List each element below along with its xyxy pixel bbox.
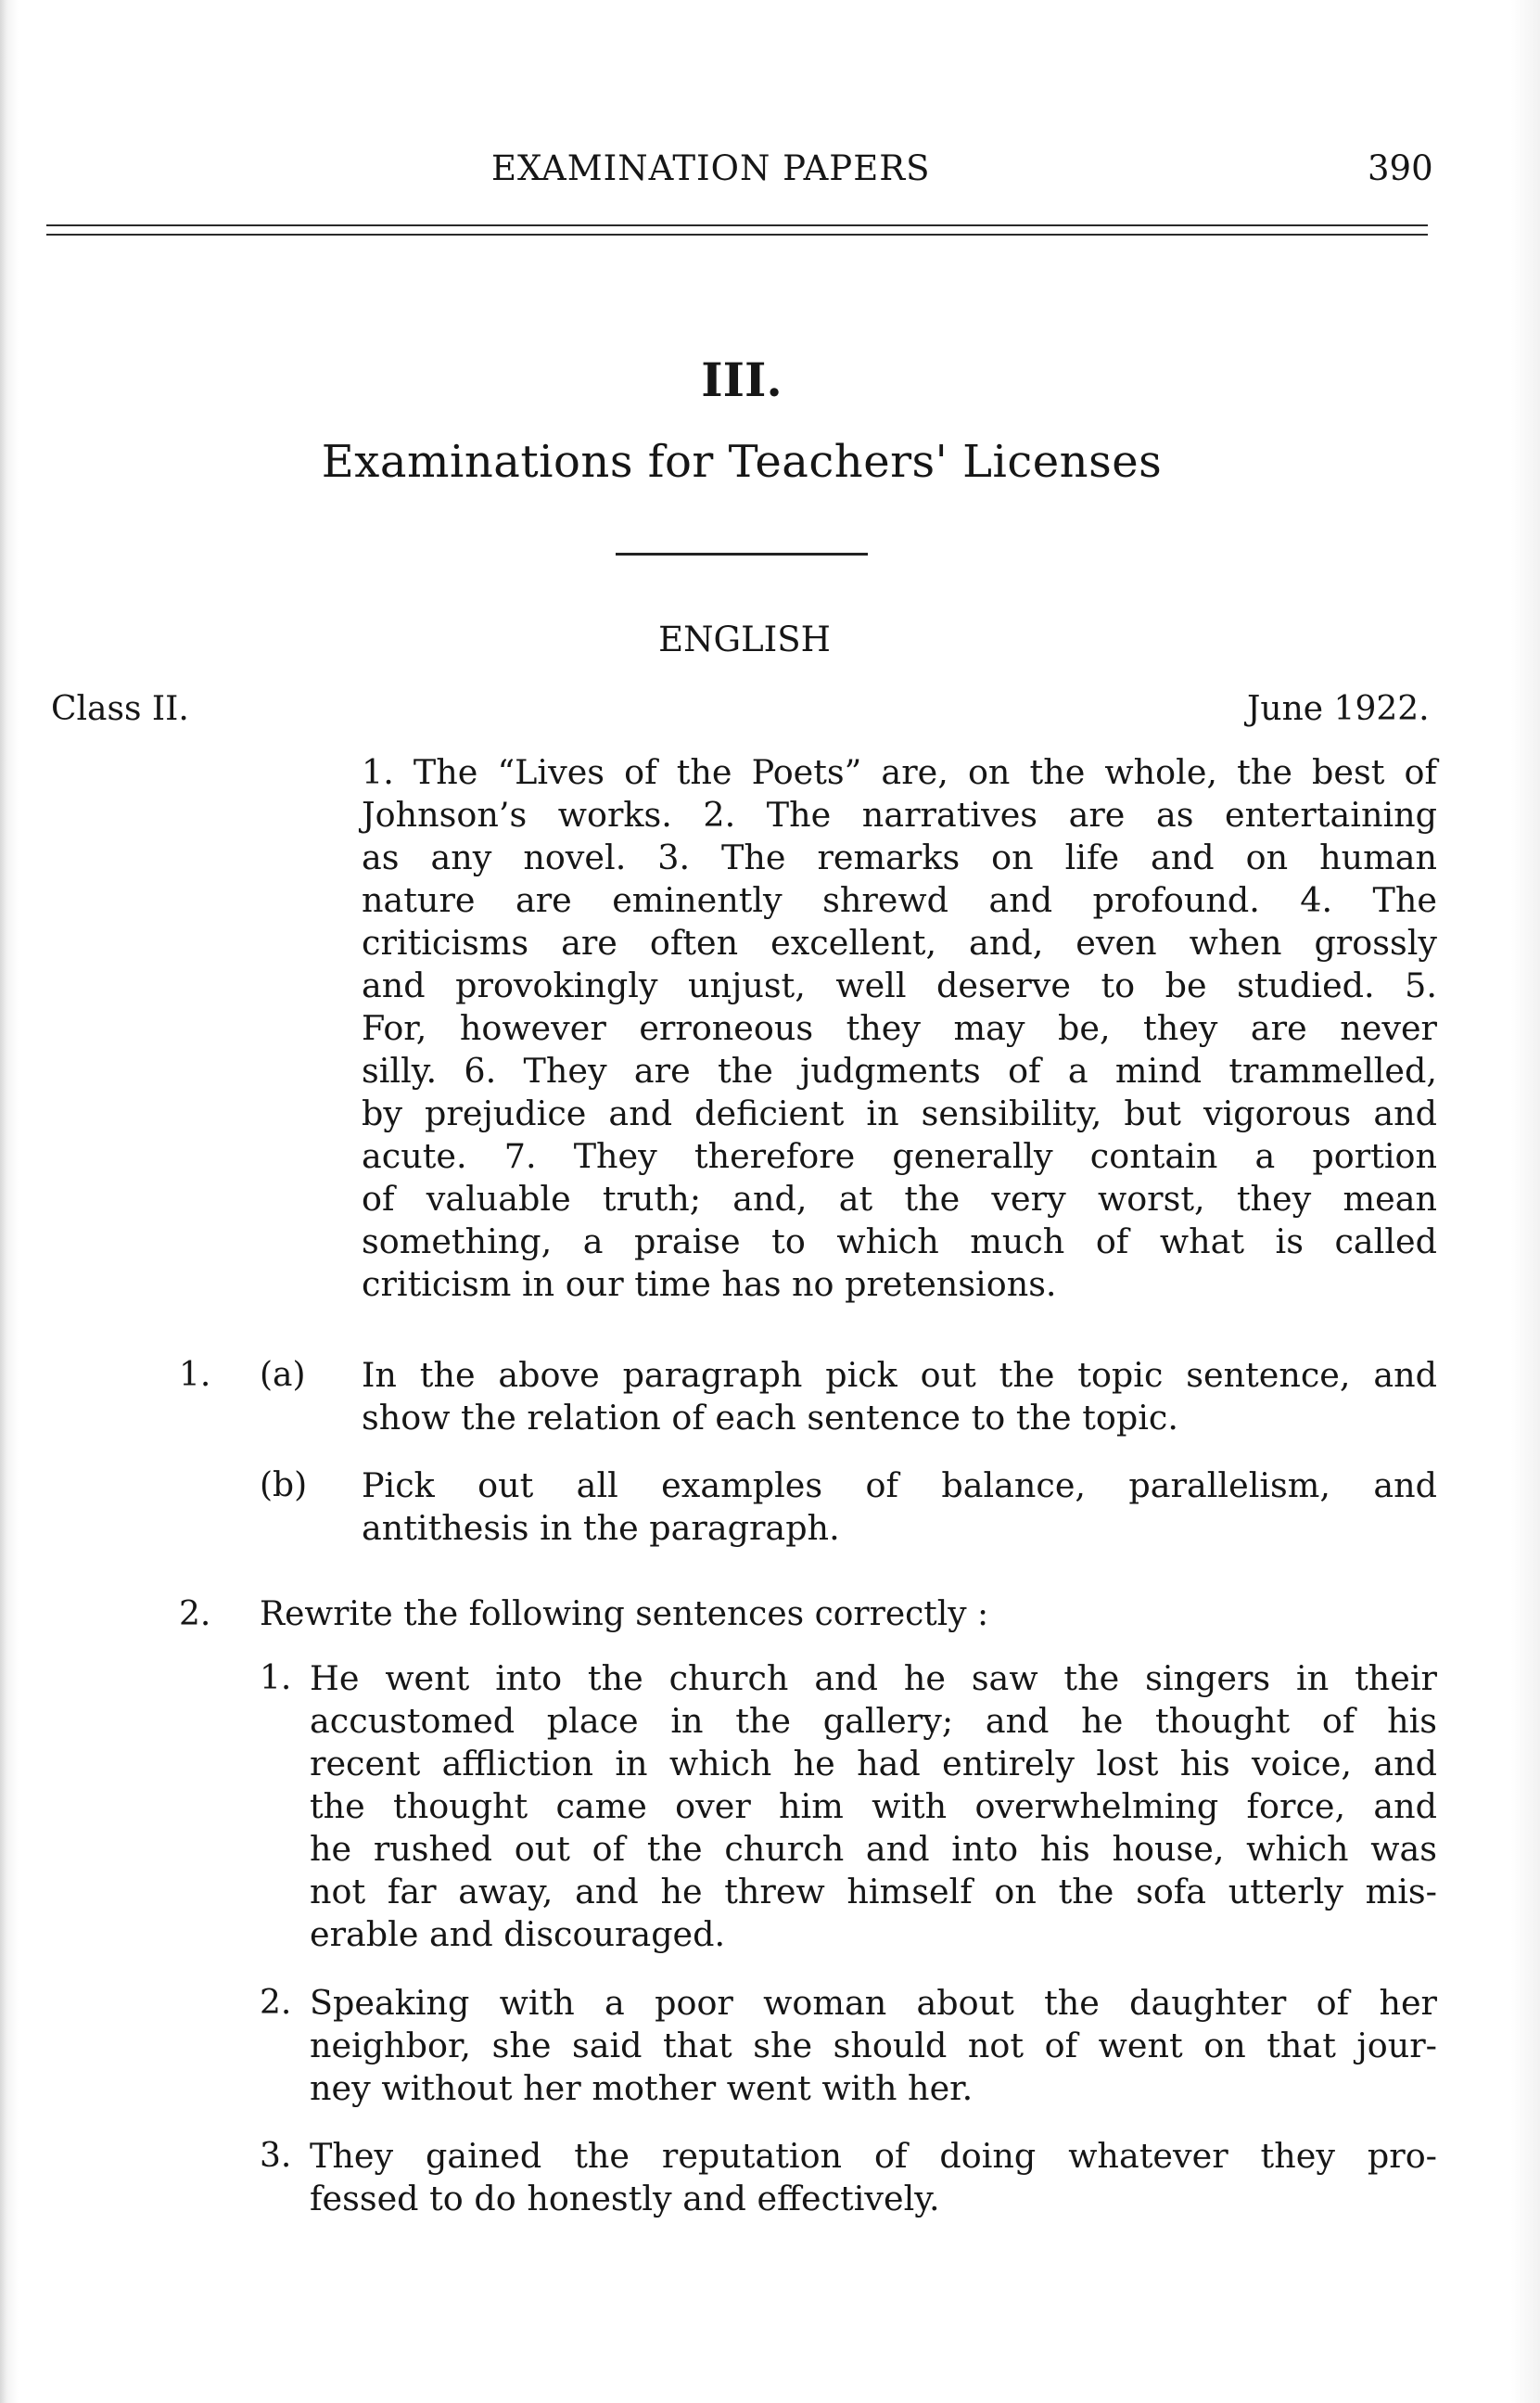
question-1-number: 1. <box>179 1356 211 1394</box>
passage-line: and provokingly unjust, well deserve to be studied. 5. <box>362 965 1437 1005</box>
question-line: not far away, and he threw himself on the sofa utterly mis- <box>310 1872 1437 1911</box>
passage-line: something, a praise to which much of what is called <box>362 1221 1437 1261</box>
question-2-instruction: Rewrite the following sentences correctly : <box>260 1595 989 1633</box>
question-line: accustomed place in the gallery; and he thought of his <box>310 1701 1437 1741</box>
question-2-number: 2. <box>179 1595 211 1633</box>
question-line: They gained the reputation of doing whatever they pro- <box>310 2136 1437 2176</box>
question-line: neighbor, she said that she should not of went on that jour- <box>310 2026 1437 2065</box>
question-line: the thought came over him with overwhelming force, and <box>310 1786 1437 1826</box>
question-line: He went into the church and he saw the singers in their <box>310 1658 1437 1698</box>
question-1b-text <box>362 1464 1437 1550</box>
sentence-2-text <box>310 1982 1437 2110</box>
class-label: Class II. <box>51 690 189 728</box>
question-1a-text <box>362 1354 1437 1439</box>
question-1a-label: (a) <box>260 1356 306 1394</box>
page-number: 390 <box>1368 148 1433 188</box>
question-line: recent affliction in which he had entirely lost his voice, and <box>310 1744 1437 1783</box>
passage-line: of valuable truth; and, at the very worst, they mean <box>362 1179 1437 1219</box>
question-line: In the above paragraph pick out the topic sentence, and <box>362 1355 1437 1395</box>
question-line: he rushed out of the church and into his house, which was <box>310 1829 1437 1869</box>
question-line: antithesis in the paragraph. <box>362 1508 840 1548</box>
sentence-1-number: 1. <box>260 1659 292 1697</box>
section-title: Examinations for Teachers' Licenses <box>321 436 1163 488</box>
passage-line: by prejudice and deficient in sensibility, but vigorous and <box>362 1093 1437 1133</box>
passage-paragraph <box>362 751 1437 1306</box>
passage-line: criticism in our time has no pretensions. <box>362 1264 1057 1304</box>
sentence-1-text <box>310 1657 1437 1956</box>
subject-heading: ENGLISH <box>658 620 831 659</box>
title-divider <box>616 553 868 556</box>
question-line: show the relation of each sentence to the topic. <box>362 1398 1178 1438</box>
exam-date: June 1922. <box>1247 690 1430 728</box>
question-line: Speaking with a poor woman about the daughter of her <box>310 1983 1437 2023</box>
question-1b-label: (b) <box>260 1466 308 1504</box>
question-line: ney without her mother went with her. <box>310 2068 974 2108</box>
passage-line: as any novel. 3. The remarks on life and on human <box>362 837 1437 877</box>
header-rule <box>46 224 1428 226</box>
passage-line: nature are eminently shrewd and profound. 4. The <box>362 880 1437 920</box>
header-rule-second <box>46 234 1428 236</box>
question-line: fessed to do honestly and effectively. <box>310 2179 940 2218</box>
question-line: erable and discouraged. <box>310 1914 726 1954</box>
passage-line: acute. 7. They therefore generally contain a portion <box>362 1136 1437 1176</box>
passage-line: 1. The “Lives of the Poets” are, on the whole, the best of <box>362 752 1437 792</box>
section-numeral: III. <box>701 352 783 407</box>
passage-line: silly. 6. They are the judgments of a mind trammelled, <box>362 1051 1437 1091</box>
sentence-3-number: 3. <box>260 2137 292 2175</box>
running-head: EXAMINATION PAPERS <box>491 148 931 188</box>
passage-line: For, however erroneous they may be, they are never <box>362 1008 1437 1048</box>
passage-line: Johnson’s works. 2. The narratives are as entertaining <box>362 795 1437 835</box>
question-line: Pick out all examples of balance, parallelism, and <box>362 1465 1437 1505</box>
sentence-2-number: 2. <box>260 1984 292 2022</box>
sentence-3-text <box>310 2135 1437 2220</box>
passage-line: criticisms are often excellent, and, even when grossly <box>362 923 1437 963</box>
